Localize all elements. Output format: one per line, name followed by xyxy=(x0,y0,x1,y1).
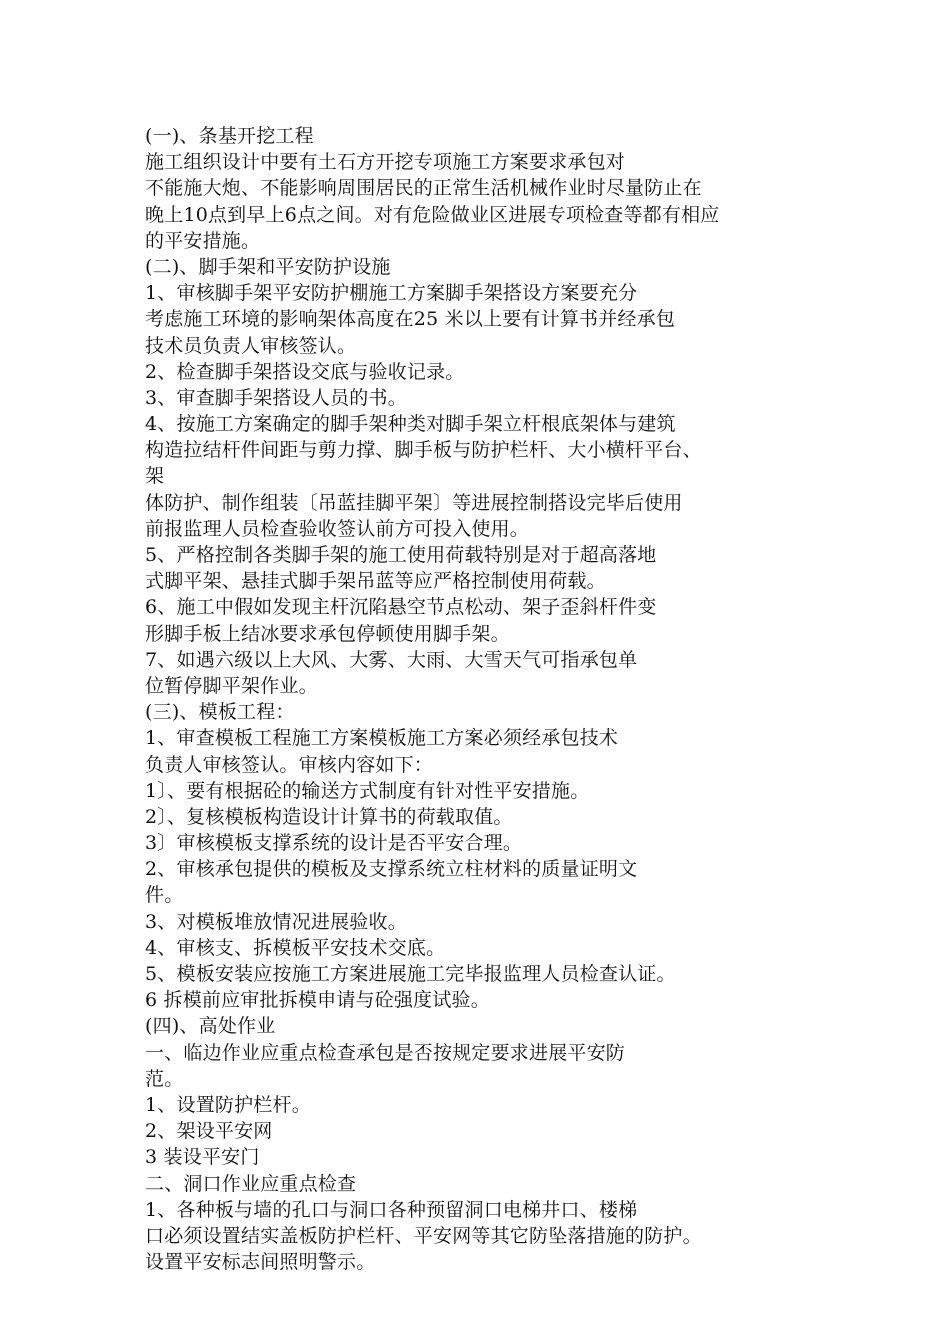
text-line: 形脚手板上结冰要求承包停顿使用脚手架。 xyxy=(145,622,510,645)
text-line: 式脚平架、悬挂式脚手架吊蓝等应严格控制使用荷载。 xyxy=(145,570,606,593)
text-line: 件。 xyxy=(145,884,184,907)
text-line: 口必须设置结实盖板防护栏杆、平安网等其它防坠落措施的防护。 xyxy=(145,1224,702,1247)
text-line: 5、模板安装应按施工方案进展施工完毕报监理人员检查认证。 xyxy=(145,963,676,985)
text-line: 3、审查脚手架搭设人员的书。 xyxy=(145,386,407,409)
text-line: 负责人审核签认。审核内容如下： xyxy=(145,753,434,776)
text-line: 前报监理人员检查验收签认前方可投入使用。 xyxy=(145,517,530,540)
text-line: 架 xyxy=(145,465,165,488)
text-line: 4、审核支、拆模板平安技术交底。 xyxy=(145,936,446,959)
text-line: 施工组织设计中要有土石方开挖专项施工方案要求承包对 xyxy=(145,151,626,174)
text-line: 范。 xyxy=(145,1067,184,1090)
text-line: 体防护、制作组装〔吊蓝挂脚平架〕等进展控制搭设完毕后使用 xyxy=(145,491,683,514)
text-line: 6、施工中假如发现主杆沉陷悬空节点松动、架子歪斜杆件变 xyxy=(145,596,657,619)
text-line: 1、审查模板工程施工方案模板施工方案必须经承包技术 xyxy=(145,727,619,750)
text-line: 二、洞口作业应重点检查 xyxy=(145,1172,357,1195)
text-line: 不能施大炮、不能影响周围居民的正常生活机械作业时尽量防止在 xyxy=(145,177,702,200)
text-line: 2、架设平安网 xyxy=(145,1120,273,1143)
text-line: 4、按施工方案确定的脚手架种类对脚手架立杆根底架体与建筑 xyxy=(145,413,676,436)
section-heading-height-work: (四)、高处作业 xyxy=(145,1015,276,1038)
text-line: 2〕、复核模板构造设计计算书的荷载取值。 xyxy=(145,805,513,828)
text-line: 3 装设平安门 xyxy=(145,1146,260,1169)
text-line: 设置平安标志间照明警示。 xyxy=(145,1251,376,1274)
text-line: 位暂停脚平架作业。 xyxy=(145,674,318,697)
text-line: 晚上10点到早上6点之间。对有危险做业区进展专项检查等都有相应 xyxy=(145,203,720,226)
text-line: 一、临边作业应重点检查承包是否按规定要求进展平安防 xyxy=(145,1041,626,1064)
document-body xyxy=(145,123,865,1275)
text-line: 考虑施工环境的影响架体高度在25 米以上要有计算书并经承包 xyxy=(145,308,676,331)
text-line: 6 拆模前应审批拆模申请与砼强度试验。 xyxy=(145,989,490,1012)
text-line: 技术员负责人审核签认。 xyxy=(145,334,357,357)
text-line: 5、严格控制各类脚手架的施工使用荷载特别是对于超高落地 xyxy=(145,544,657,566)
text-line: 的平安措施。 xyxy=(145,229,261,252)
section-heading-scaffolding: (二)、脚手架和平安防护设施 xyxy=(145,255,391,278)
text-line: 7、如遇六级以上大风、大雾、大雨、大雪天气可指承包单 xyxy=(145,648,638,671)
section-heading-formwork: (三)、模板工程： xyxy=(145,701,295,724)
text-line: 2、检查脚手架搭设交底与验收记录。 xyxy=(145,360,465,383)
text-line: 1、各种板与墙的孔口与洞口各种预留洞口电梯井口、楼梯 xyxy=(145,1198,638,1221)
text-line: 1〕、要有根据砼的输送方式制度有针对性平安措施。 xyxy=(145,779,590,802)
text-line: 构造拉结杆件间距与剪力撑、脚手板与防护栏杆、大小横杆平台、 xyxy=(145,439,702,462)
text-line: 2、审核承包提供的模板及支撑系统立柱材料的质量证明文 xyxy=(145,858,638,881)
section-heading-excavation: (一)、条基开挖工程 xyxy=(145,125,314,147)
text-line: 3〕审核模板支撑系统的设计是否平安合理。 xyxy=(145,832,523,855)
text-line: 3、对模板堆放情况进展验收。 xyxy=(145,910,407,933)
text-line: 1、设置防护栏杆。 xyxy=(145,1093,311,1116)
text-line: 1、审核脚手架平安防护棚施工方案脚手架搭设方案要充分 xyxy=(145,282,638,305)
